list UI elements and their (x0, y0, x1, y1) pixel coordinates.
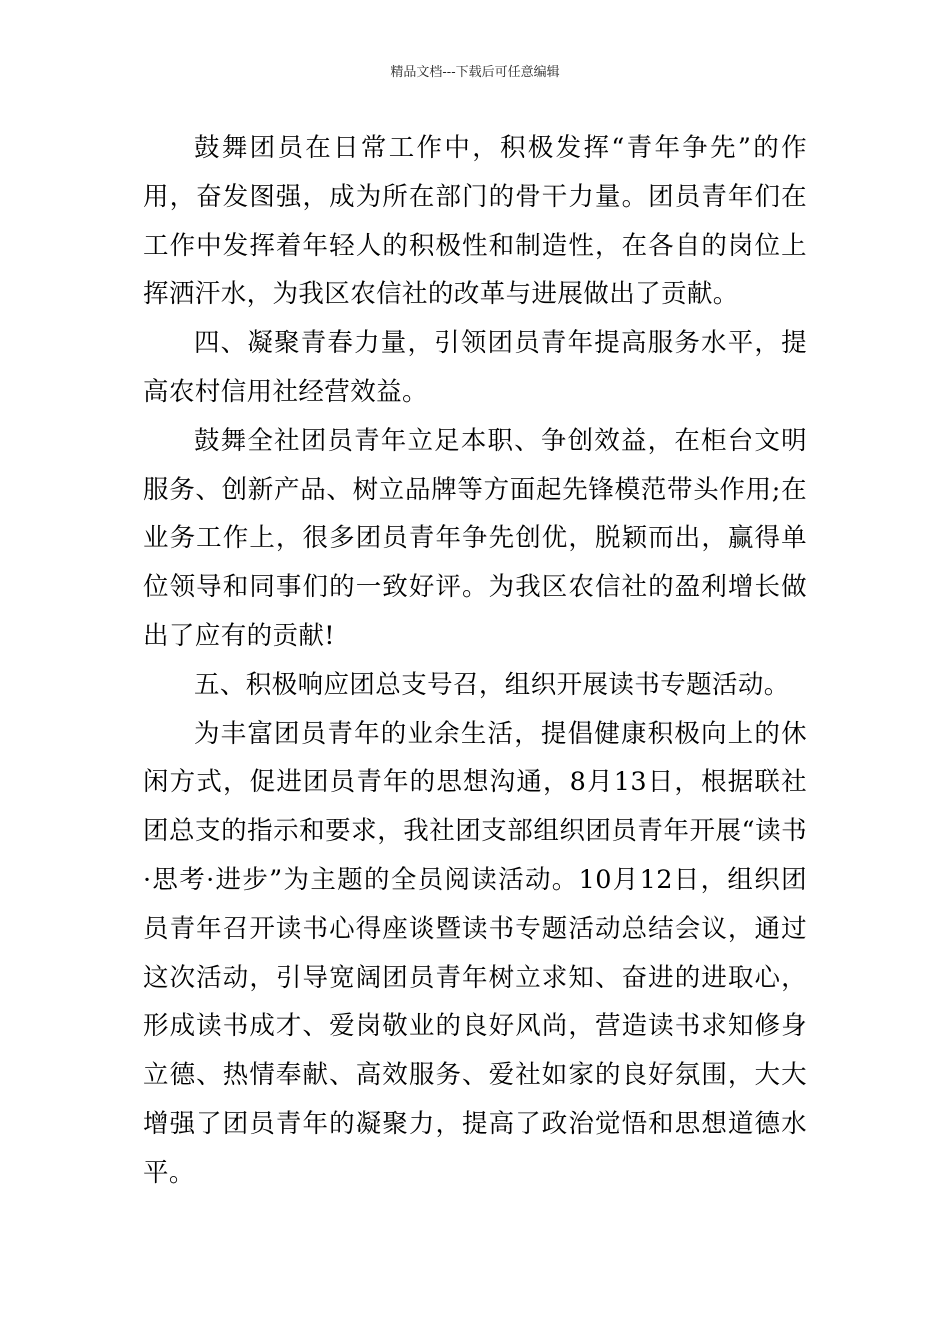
section-heading-five: 五、积极响应团总支号召，组织开展读书专题活动。 (194, 669, 790, 700)
paragraph-service: 鼓舞全社团员青年立足本职、争创效益，在柜台文明服务、创新产品、树立品牌等方面起先锋模范带头作用;在业务工作上，很多团员青年争先创优，脱颖而出，赢得单位领导和同事们的一致好评。为我区农信社的盈利增长做出了应有的贡献! (143, 425, 807, 651)
paragraph-reading-activity: 为丰富团员青年的业余生活，提倡健康积极向上的休闲方式，促进团员青年的思想沟通，8月13日，根据联社团总支的指示和要求，我社团支部组织团员青年开展“读书·思考·进步”为主题的全员阅读活动。10月12日，组织团员青年召开读书心得座谈暨读书专题活动总结会议，通过这次活动，引导宽阔团员青年树立求知、奋进的进取心，形成读书成才、爱岗敬业的良好风尚，营造读书求知修身立德、热情奉献、高效服务、爱社如家的良好氛围，大大增强了团员青年的凝聚力，提高了政治觉悟和思想道德水平。 (143, 718, 807, 1188)
document-body (143, 124, 807, 1198)
section-heading-four: 四、凝聚青春力量，引领团员青年提高服务水平，提高农村信用社经营效益。 (143, 328, 807, 407)
page-header: 精品文档---下载后可任意编辑 (390, 65, 560, 80)
paragraph-contribution: 鼓舞团员在日常工作中，积极发挥“青年争先”的作用，奋发图强，成为所在部门的骨干力量。团员青年们在工作中发挥着年轻人的积极性和制造性，在各自的岗位上挥洒汗水，为我区农信社的改革与进展做出了贡献。 (143, 133, 807, 310)
